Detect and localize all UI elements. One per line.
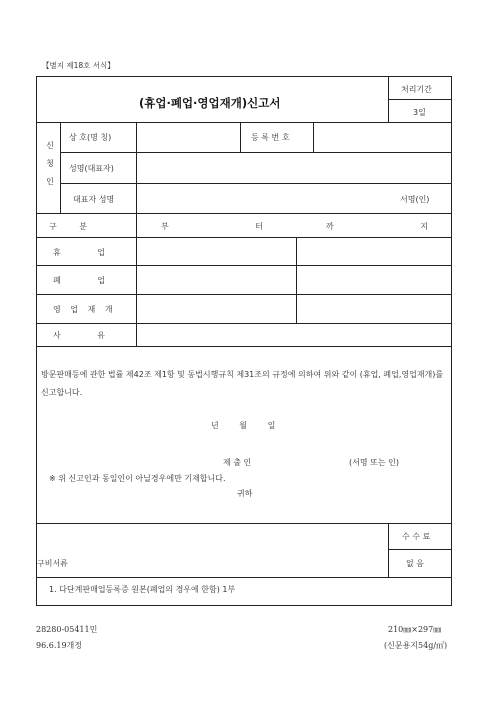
divider (388, 99, 452, 100)
divider (388, 549, 452, 550)
applicant-label-char: 청 (46, 159, 54, 168)
form-code: 28280-05411민 (36, 625, 98, 634)
category-header: 구 분 (49, 222, 87, 231)
signature-label: 서명(인) (400, 195, 430, 204)
business-name-label: 상 호(명 칭) (69, 133, 112, 142)
revision-date: 96.6.19개정 (36, 641, 82, 650)
row-reason-label: 사 유 (53, 331, 105, 340)
date-year: 년 (211, 421, 219, 430)
paper-type: (신문용지54g/㎡) (384, 641, 448, 650)
required-document-item: 1. 다단계판매업등록증 원본(폐업의 경우에 한함) 1부 (49, 585, 236, 594)
divider (37, 213, 452, 214)
divider (313, 122, 314, 152)
declarant-label: 제 출 인 (223, 458, 252, 467)
divider (37, 577, 452, 578)
registration-number-label: 등 록 번 호 (251, 133, 290, 142)
applicant-label-char: 인 (46, 177, 54, 186)
divider (60, 183, 452, 184)
applicant-section-label (45, 137, 55, 191)
divider (240, 122, 241, 152)
addressee: 귀하 (237, 489, 253, 498)
note-text: ※ 위 신고인과 동일인이 아닐경우에만 기재합니다. (49, 474, 226, 483)
row-closure-label: 폐 업 (53, 276, 105, 285)
to-header: 까 지 (326, 222, 428, 231)
date-day: 일 (267, 421, 276, 430)
divider (136, 122, 137, 213)
divider (37, 265, 452, 266)
date-line (211, 420, 275, 431)
divider (37, 294, 452, 295)
divider (136, 213, 137, 346)
divider (296, 237, 297, 323)
divider (37, 323, 452, 324)
representative-label: 성명(대표자) (69, 164, 114, 173)
fee-value: 없 음 (406, 559, 424, 568)
divider (60, 152, 452, 153)
date-month: 월 (239, 421, 248, 430)
representative-name-label: 대표자 성명 (73, 195, 115, 204)
declarant-sign-label: (서명 또는 인) (349, 458, 399, 467)
form-label: 【별지 제18호 서식】 (42, 61, 115, 70)
processing-period-value: 3일 (413, 108, 426, 117)
from-header: 부 터 (161, 222, 263, 231)
fee-label: 수 수 료 (402, 532, 431, 541)
divider (388, 523, 389, 577)
required-documents-label: 구비서류 (37, 559, 68, 568)
paper-size: 210㎜×297㎜ (388, 625, 442, 634)
divider (60, 122, 61, 213)
row-resumption-label: 영 업 재 개 (53, 305, 113, 314)
divider (37, 237, 452, 238)
applicant-label-char: 신 (46, 141, 54, 150)
report-form (36, 76, 452, 606)
row-suspension-label: 휴 업 (53, 248, 105, 257)
divider (37, 346, 452, 347)
divider (37, 122, 452, 123)
form-title: (휴업·폐업·영업재개)신고서 (139, 96, 281, 110)
divider (37, 523, 452, 524)
declaration-statement: 방문판매등에 관한 법률 제42조 제1항 및 동법시행규칙 제31조의 규정에 의하여 위와 같이 (휴업, 폐업,영업재개)를 신고합니다. (41, 370, 444, 397)
processing-period-label: 처리기간 (401, 85, 432, 94)
